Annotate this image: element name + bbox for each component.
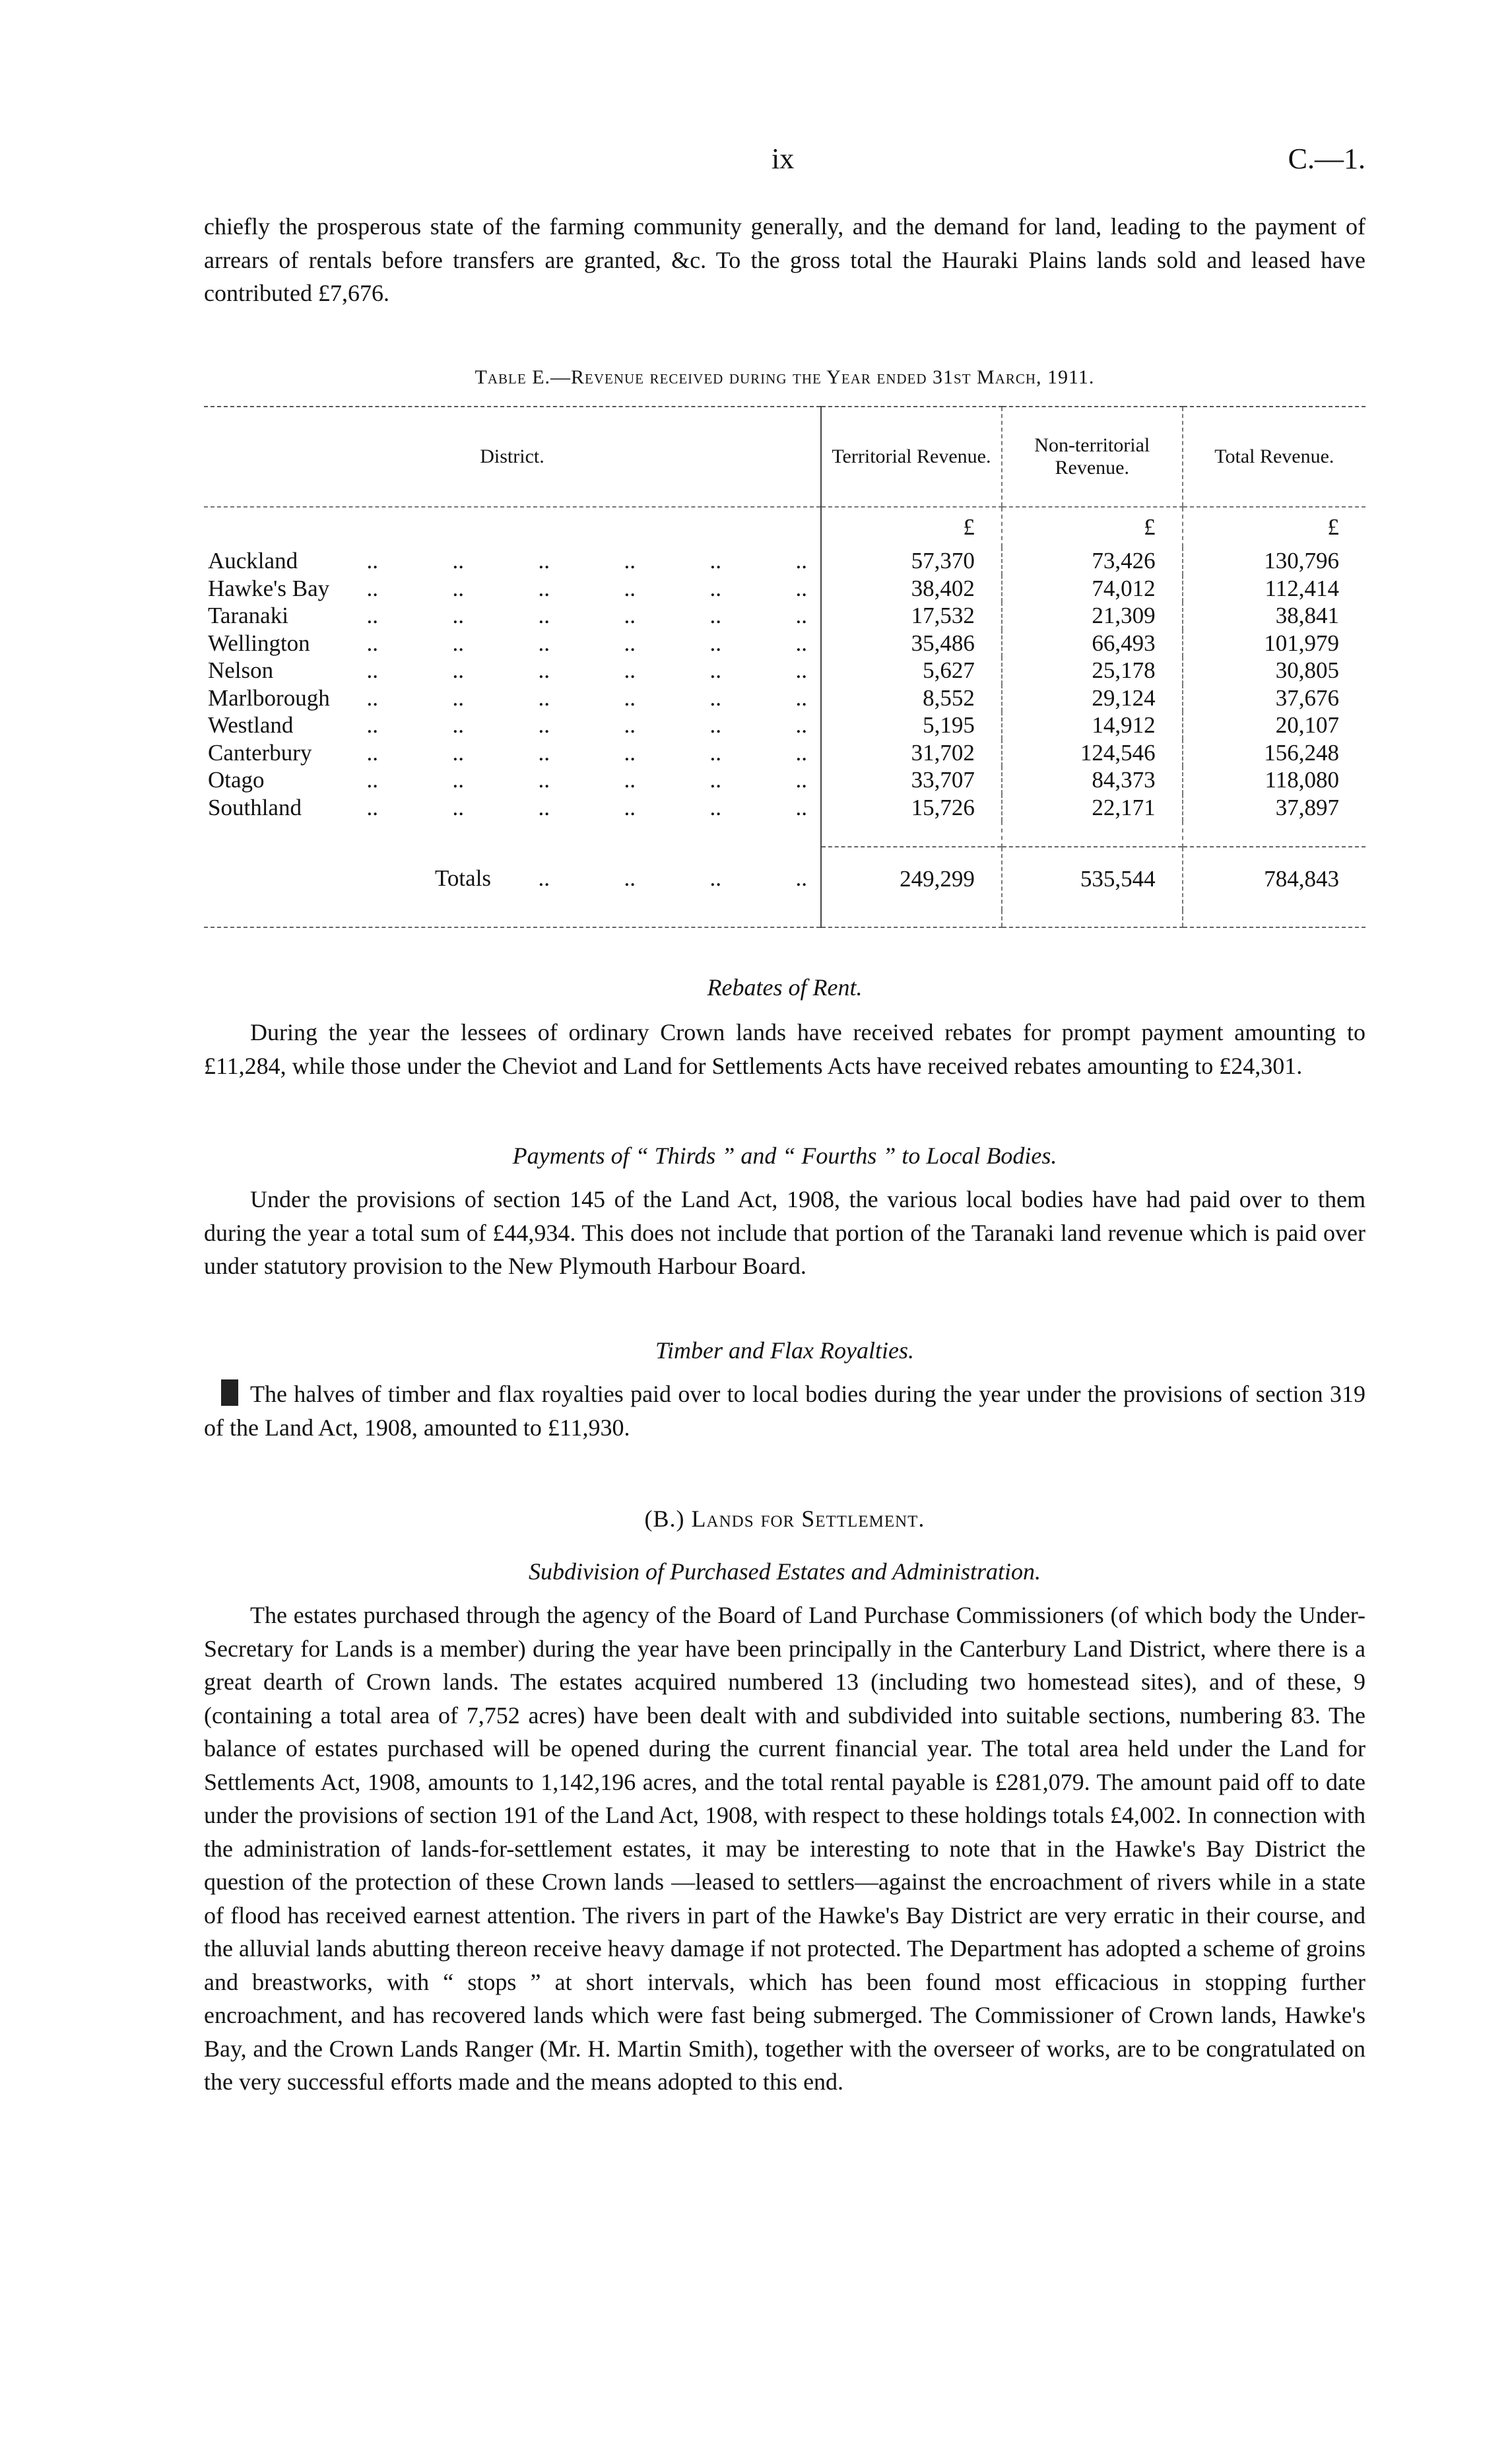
dot-leaders xyxy=(464,847,807,910)
leader-dots: .. xyxy=(709,575,721,601)
column-header-total: Total Revenue. xyxy=(1183,407,1365,507)
scan-blemish-mark xyxy=(221,1379,238,1406)
dot-leaders xyxy=(292,684,807,712)
dot-leaders xyxy=(292,766,807,794)
leader-dots: .. xyxy=(366,794,378,820)
leader-dots: .. xyxy=(709,548,721,574)
leader-dots: .. xyxy=(366,739,378,766)
non-territorial-value: 66,493 xyxy=(1002,630,1183,657)
territorial-value: 5,195 xyxy=(821,711,1002,739)
district-name: Canterbury xyxy=(208,739,312,766)
leader-dots: .. xyxy=(624,865,636,891)
totals-total: 784,843 xyxy=(1183,847,1365,910)
leader-dots: .. xyxy=(452,548,464,574)
leader-dots: .. xyxy=(366,603,378,628)
leader-dots: .. xyxy=(452,794,464,820)
leader-dots: .. xyxy=(795,548,807,574)
table-spacer-row xyxy=(204,821,1365,847)
unit-total: £ xyxy=(1183,507,1365,547)
totals-label: Totals xyxy=(435,865,492,891)
section-subheading: Subdivision of Purchased Estates and Administration. xyxy=(529,1558,1041,1585)
leader-dots: .. xyxy=(624,575,636,601)
table-row xyxy=(204,575,1365,603)
section-body-text: The halves of timber and flax royalties paid over to local bodies during the year under the provisions of section 319 of the Land Act, 1908, amounted to £11,930. xyxy=(204,1381,1365,1441)
leader-dots: .. xyxy=(366,630,378,656)
column-header-district: District. xyxy=(204,407,821,507)
leader-dots: .. xyxy=(452,657,464,683)
leader-dots: .. xyxy=(538,767,550,793)
leader-dots: .. xyxy=(366,548,378,574)
non-territorial-value: 22,171 xyxy=(1002,794,1183,822)
totals-row xyxy=(204,847,1365,910)
leader-dots: .. xyxy=(795,575,807,601)
leader-dots: .. xyxy=(452,630,464,656)
table-row xyxy=(204,739,1365,767)
table-row xyxy=(204,794,1365,822)
total-value: 130,796 xyxy=(1183,547,1365,575)
territorial-value: 15,726 xyxy=(821,794,1002,822)
district-name: Taranaki xyxy=(208,603,288,628)
leader-dots: .. xyxy=(624,712,636,738)
leader-dots: .. xyxy=(624,548,636,574)
unit-territorial: £ xyxy=(821,507,1002,547)
dot-leaders xyxy=(292,630,807,657)
leader-dots: .. xyxy=(795,603,807,628)
leader-dots: .. xyxy=(624,630,636,656)
leader-dots: .. xyxy=(366,684,378,711)
dot-leaders xyxy=(292,711,807,739)
territorial-value: 17,532 xyxy=(821,602,1002,630)
leader-dots: .. xyxy=(538,865,550,891)
leader-dots: .. xyxy=(795,630,807,656)
leader-dots: .. xyxy=(795,767,807,793)
leader-dots: .. xyxy=(709,630,721,656)
leader-dots: .. xyxy=(452,575,464,601)
leader-dots: .. xyxy=(709,767,721,793)
district-name: Otago xyxy=(208,767,265,793)
totals-territorial: 249,299 xyxy=(821,847,1002,910)
district-name: Hawke's Bay xyxy=(208,575,330,601)
leader-dots: .. xyxy=(538,657,550,683)
leader-dots: .. xyxy=(709,712,721,738)
dot-leaders xyxy=(292,794,807,822)
table-row xyxy=(204,630,1365,657)
page-number: ix xyxy=(772,143,795,175)
section-body: The estates purchased through the agency of the Board of Land Purchase Commissioners (of which body the Under-Secretary for Lands is a member) during the year have been principally in the Canterbury Land District, where there is a great dearth of Crown lands. The estates acquired numbered 13 (including two homestead sites), and of these, 9 (containing a total area of 7,752 acres) have been dealt with and subdivided into suitable sections, numbering 83. The balance of estates purchased will be opened during the current financial year. The total area held under the Land for Settlements Act, 1908, amounts to 1,142,196 acres, and the total rental payable is £281,079. The amount paid off to date under the provisions of section 191 of the Land Act, 1908, with respect to these holdings totals £4,002. In connection with the administration of lands-for-settlement estates, it may be interesting to note that in the Hawke's Bay District the question of the protection of these Crown lands —leased to settlers—against the encroachment of rivers while in a state of flood has received earnest attention. The rivers in part of the Hawke's Bay District are very erratic in their course, and the alluvial lands abutting thereon receive heavy damage if not protected. The Department has adopted a scheme of groins and breastworks, with “ stops ” at short intervals, which has been found most efficacious in stopping further encroachment, and has recovered lands which were fast being submerged. The Commissioner of Crown lands, Hawke's Bay, and the Crown Lands Ranger (Mr. H. Martin Smith), together with the overseer of works, are to be congratulated on the very successful efforts made and the means adopted to this end. xyxy=(204,1602,1365,2095)
table-title-block xyxy=(204,366,1365,389)
section-thirds-fourths xyxy=(204,1142,1365,1283)
leader-dots: .. xyxy=(709,684,721,711)
leader-dots: .. xyxy=(366,575,378,601)
column-header-territorial: Territorial Revenue. xyxy=(821,407,1002,507)
non-territorial-value: 73,426 xyxy=(1002,547,1183,575)
district-name: Marlborough xyxy=(208,684,330,711)
dot-leaders xyxy=(292,657,807,684)
section-heading: Payments of “ Thirds ” and “ Fourths ” to Local Bodies. xyxy=(512,1142,1057,1169)
leader-dots: .. xyxy=(795,684,807,711)
dot-leaders xyxy=(292,739,807,767)
intro-paragraph-block xyxy=(204,210,1365,310)
table-row xyxy=(204,657,1365,684)
leader-dots: .. xyxy=(709,739,721,766)
table-row xyxy=(204,547,1365,575)
leader-dots: .. xyxy=(795,712,807,738)
leader-dots: .. xyxy=(709,657,721,683)
section-timber-flax xyxy=(204,1337,1365,1444)
section-heading: Rebates of Rent. xyxy=(707,974,863,1001)
total-value: 156,248 xyxy=(1183,739,1365,767)
section-body xyxy=(204,1377,1365,1444)
total-value: 30,805 xyxy=(1183,657,1365,684)
leader-dots: .. xyxy=(366,767,378,793)
leader-dots: .. xyxy=(538,712,550,738)
district-name: Westland xyxy=(208,712,294,738)
total-value: 37,897 xyxy=(1183,794,1365,822)
district-name: Wellington xyxy=(208,630,310,656)
leader-dots: .. xyxy=(795,794,807,820)
non-territorial-value: 21,309 xyxy=(1002,602,1183,630)
territorial-value: 5,627 xyxy=(821,657,1002,684)
non-territorial-value: 74,012 xyxy=(1002,575,1183,603)
leader-dots: .. xyxy=(709,794,721,820)
leader-dots: .. xyxy=(366,712,378,738)
leader-dots: .. xyxy=(452,739,464,766)
leader-dots: .. xyxy=(538,603,550,628)
territorial-value: 8,552 xyxy=(821,684,1002,712)
leader-dots: .. xyxy=(795,865,807,891)
leader-dots: .. xyxy=(452,603,464,628)
leader-dots: .. xyxy=(795,657,807,683)
total-value: 112,414 xyxy=(1183,575,1365,603)
territorial-value: 38,402 xyxy=(821,575,1002,603)
total-value: 20,107 xyxy=(1183,711,1365,739)
table-row xyxy=(204,602,1365,630)
territorial-value: 33,707 xyxy=(821,766,1002,794)
total-value: 118,080 xyxy=(1183,766,1365,794)
district-name: Auckland xyxy=(208,548,298,574)
leader-dots: .. xyxy=(366,657,378,683)
non-territorial-value: 14,912 xyxy=(1002,711,1183,739)
total-value: 37,676 xyxy=(1183,684,1365,712)
leader-dots: .. xyxy=(624,794,636,820)
district-name: Nelson xyxy=(208,657,274,683)
total-value: 38,841 xyxy=(1183,602,1365,630)
table-title: Table E.—Revenue received during the Year ended 31st March, 1911. xyxy=(475,366,1095,388)
unit-non-territorial: £ xyxy=(1002,507,1183,547)
section-heading: Timber and Flax Royalties. xyxy=(655,1337,914,1364)
leader-dots: .. xyxy=(452,684,464,711)
table-row xyxy=(204,766,1365,794)
units-row xyxy=(204,507,1365,547)
leader-dots: .. xyxy=(624,684,636,711)
non-territorial-value: 29,124 xyxy=(1002,684,1183,712)
territorial-value: 31,702 xyxy=(821,739,1002,767)
column-header-non-territorial: Non-territorial Revenue. xyxy=(1002,407,1183,507)
leader-dots: .. xyxy=(624,603,636,628)
section-rebates xyxy=(204,974,1365,1082)
territorial-value: 35,486 xyxy=(821,630,1002,657)
non-territorial-value: 84,373 xyxy=(1002,766,1183,794)
dot-leaders xyxy=(292,547,807,575)
total-value: 101,979 xyxy=(1183,630,1365,657)
table-row xyxy=(204,711,1365,739)
section-body: During the year the lessees of ordinary Crown lands have received rebates for prompt payment amounting to £11,284, while those under the Cheviot and Land for Settlements Acts have received rebates amounting to £24,301. xyxy=(204,1019,1365,1079)
section-heading: (B.) Lands for Settlement. xyxy=(644,1505,925,1532)
section-body: Under the provisions of section 145 of the Land Act, 1908, the various local bodies have had paid over to them during the year a total sum of £44,934. This does not include that portion of the Taranaki land revenue which is paid over under statutory provision to the New Plymouth Harbour Board. xyxy=(204,1186,1365,1279)
leader-dots: .. xyxy=(538,739,550,766)
leader-dots: .. xyxy=(624,767,636,793)
dot-leaders xyxy=(292,602,807,630)
running-header xyxy=(204,142,1365,182)
totals-non-territorial: 535,544 xyxy=(1002,847,1183,910)
section-lands-for-settlement xyxy=(204,1505,1365,2099)
non-territorial-value: 124,546 xyxy=(1002,739,1183,767)
leader-dots: .. xyxy=(624,657,636,683)
table-header-row xyxy=(204,407,1365,507)
leader-dots: .. xyxy=(452,767,464,793)
leader-dots: .. xyxy=(624,739,636,766)
table-bottom-rule xyxy=(204,910,1365,927)
leader-dots: .. xyxy=(538,630,550,656)
territorial-value: 57,370 xyxy=(821,547,1002,575)
leader-dots: .. xyxy=(538,684,550,711)
leader-dots: .. xyxy=(709,603,721,628)
leader-dots: .. xyxy=(709,865,721,891)
district-name: Southland xyxy=(208,794,302,820)
leader-dots: .. xyxy=(538,794,550,820)
leader-dots: .. xyxy=(452,712,464,738)
leader-dots: .. xyxy=(795,739,807,766)
leader-dots: .. xyxy=(538,548,550,574)
non-territorial-value: 25,178 xyxy=(1002,657,1183,684)
intro-paragraph: chiefly the prosperous state of the farming community generally, and the demand for land, leading to the payment of arrears of rentals before transfers are granted, &c. To the gross total the Hauraki Plains lands sold and leased have contributed £7,676. xyxy=(204,213,1365,306)
document-reference: C.—1. xyxy=(1288,143,1365,175)
table-row xyxy=(204,684,1365,712)
dot-leaders xyxy=(292,575,807,603)
revenue-table xyxy=(204,406,1365,928)
leader-dots: .. xyxy=(538,575,550,601)
